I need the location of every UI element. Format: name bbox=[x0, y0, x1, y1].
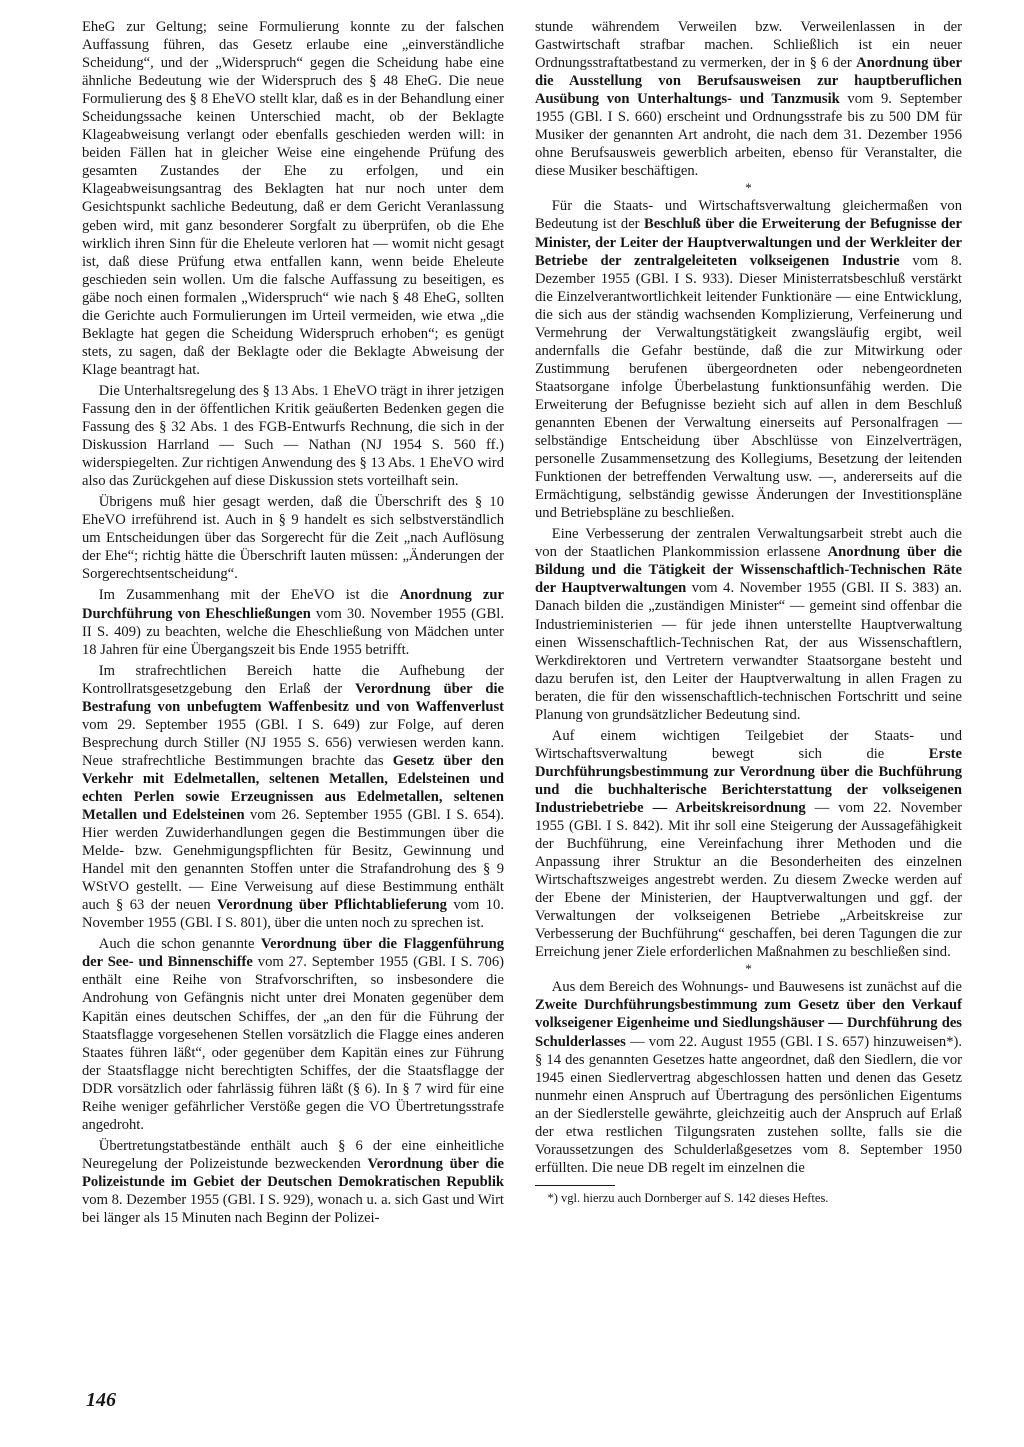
text-run: Eine Verbesserung der zentralen Verwaltungsarbeit strebt auch die von der Staatlichen Plankommission erlassene bbox=[535, 526, 962, 561]
text-run: stunde währendem Verweilen bzw. Verweilenlassen in der Gastwirtschaft strafbar machen. Schließlich ist ein neuer Ordnungsstraftatbestand zu vermerken, der in § 6 der bbox=[535, 19, 962, 72]
text-run: vom 8. Dezember 1955 (GBl. I S. 929), wonach u. a. sich Gast und Wirt bei länger als 15 Minuten nach Beginn der Polizei- bbox=[82, 1192, 504, 1227]
text-run: Auch die schon genannte bbox=[98, 936, 261, 953]
text-run: Im Zusammenhang mit der EheVO ist die bbox=[98, 587, 400, 604]
bold-citation: Verordnung über die Bestrafung von unbefugtem Waffenbesitz und von Waffenverlust bbox=[82, 680, 505, 715]
bold-citation: Erste Durchführungsbestimmung zur Verordnung über die Buchführung und die buchhalterische Berichterstattung der volkseigenen Industriebetriebe — Arbeitskreisordnung bbox=[535, 745, 962, 816]
section-divider: * bbox=[745, 180, 752, 196]
bold-citation: Anordnung über die Ausstellung von Berufsausweisen zur hauptberuflichen Ausübung von Unterhaltungs- und Tanzmusik bbox=[535, 55, 962, 108]
paragraph bbox=[82, 662, 504, 933]
bold-citation: Verordnung über die Polizeistunde im Gebiet der Deutschen Demokratischen Republik bbox=[82, 1155, 505, 1190]
paragraph bbox=[82, 493, 504, 583]
bold-citation: Zweite Durchführungsbestimmung zum Gesetz über den Verkauf volkseigener Eigenheime und Siedlungshäuser — Durchführung des Schulderlasses bbox=[535, 997, 962, 1050]
paragraph bbox=[82, 935, 504, 1134]
text-run: vom 29. September 1955 (GBl. I S. 649) zur Folge, auf deren Besprechung durch Stiller (NJ 1955 S. 656) verwiesen werden kann. Neue strafrechtliche Bestimmungen brachte das bbox=[82, 716, 504, 769]
bold-citation: Verordnung über Pflichtablieferung bbox=[217, 897, 447, 914]
text-run: Im strafrechtlichen Bereich hatte die Aufhebung der Kontrollratsgesetzgebung den Erlaß der bbox=[82, 662, 504, 697]
text-run: vom 9. September 1955 (GBl. I S. 660) erscheint und Ordnungsstrafe bis zu 500 DM für Musiker der genannten Art androht, die nach dem 31. Dezember 1956 ohne Berufsausweis gewerblich arbeiten, ebenso für Veranstalter, die diese Musiker beschäftigen. bbox=[535, 91, 963, 180]
paragraph bbox=[82, 586, 504, 658]
right-section-2 bbox=[535, 197, 962, 961]
section-divider: * bbox=[745, 961, 752, 977]
right-column bbox=[535, 18, 962, 1206]
text-run: vom 26. September 1955 (GBl. I S. 654). Hier werden Zuwiderhandlungen gegen die Bestimmungen über die Melde- bzw. Genehmigungspflichten für Besitz, Gewinnung und Handel mit den genannten Stoffen unter die Strafandrohung des § 9 WStVO gestellt. — Eine Verweisung auf diese Bestimmung enthält auch § 63 der neuen bbox=[82, 807, 504, 914]
text-run: Übertretungstatbestände enthält auch § 6 der eine einheitliche Neuregelung der Polizeistunde bezweckenden bbox=[82, 1137, 504, 1172]
paragraph bbox=[82, 18, 504, 379]
bold-citation: Anordnung über die Bildung und die Tätigkeit der Wissenschaftlich-Technischen Räte der Hauptverwaltungen bbox=[535, 544, 963, 597]
bold-citation: Beschluß über die Erweiterung der Befugnisse der Minister, der Leiter der Hauptverwaltungen und der Werkleiter der Betriebe der zentralgeleiteten volkseigenen Industrie bbox=[535, 216, 962, 269]
text-run: Die Unterhaltsregelung des § 13 Abs. 1 EheVO trägt in ihrer jetzigen Fassung den in der öffentlichen Kritik geäußerten Bedenken gegen die Fassung des § 32 Abs. 1 des FGB-Entwurfs Rechnung, die sich in der Diskussion Harrland — Such — Nathan (NJ 1954 S. 560 ff.) widerspiegelten. Zur richtigen Anwendung des § 13 Abs. 1 EheVO wird also das Zurückgehen auf diese Diskussion stets vorteilhaft sein. bbox=[82, 382, 504, 490]
text-run: Aus dem Bereich des Wohnungs- und Bauwesens ist zunächst auf die bbox=[551, 979, 962, 996]
bold-citation: Gesetz über den Verkehr mit Edelmetallen, seltenen Metallen, Edelsteinen und echten Perlen sowie Erzeugnissen aus Edelmetallen, seltenen Metallen und Edelsteinen bbox=[82, 752, 504, 824]
page-number: 146 bbox=[86, 1389, 116, 1411]
paragraph bbox=[82, 1137, 504, 1227]
paragraph bbox=[535, 197, 962, 522]
text-run: vom 8. Dezember 1955 (GBl. I S. 933). Dieser Ministerratsbeschluß verstärkt die Einzelverantwortlichkeit leitender Funktionäre — eine Entwicklung, die sich aus der ständig wachsenden Komplizierung, Verfeinerung und Vermehrung der Verwaltungstätigkeit zwangsläufig ergibt, weil andernfalls die Gefahr bestünde, daß die zur Mitwirkung oder Zustimmung berufenen übergeordneten oder nebengeordneten Staatsorgane infolge Überbelastung funktionsunfähig werden. Die Erweiterung der Befugnisse bezieht sich auf allen in dem Beschluß genannten Ebenen der Verwaltung einerseits auf Personalfragen — selbständige Entscheidung über Abschlüsse von Einzelverträgen, personelle Zusammensetzung des Kollegiums, Besetzung der leitenden Funktionen der betreffenden Verwaltung usw. —, andererseits auf die Ermächtigung, selbständig gewisse Änderungen der Investitionspläne und Betriebspläne zu beschließen. bbox=[535, 252, 962, 522]
text-run: — vom 22. November 1955 (GBl. I S. 842). Mit ihr soll eine Steigerung der Aussagefähigkeit der Buchführung, eine Vereinfachung ihrer Methoden und die Anpassung ihrer Struktur an die Besonderheiten des einzelnen Wirtschaftszweiges angestrebt werden. Zu diesem Zwecke werden auf der Ebene der Ministerien, der Hauptverwaltungen und ggf. der Verwaltungen der volkseigenen Betriebe „Arbeitskreise zur Verbesserung der Buchführung“ geschaffen, bei deren Tagungen die zur Erreichung jener Ziele erforderlichen Maßnahmen zu beschließen sind. bbox=[535, 799, 962, 961]
footnote-rule bbox=[535, 1185, 615, 1186]
paragraph bbox=[535, 727, 962, 962]
text-run: Übrigens muß hier gesagt werden, daß die Überschrift des § 10 EheVO irreführend ist. Auch in § 9 handelt es sich selbstverständlich um Entscheidungen über das Sorgerecht für die Zeit „nach Auflösung der Ehe“; richtig hätte die Überschrift lauten müssen: „Änderungen der Sorgerechtsentscheidung“. bbox=[82, 494, 504, 583]
bold-citation: Verordnung über die Flaggenführung der See- und Binnenschiffe bbox=[82, 936, 505, 971]
footnote: *) vgl. hierzu auch Dornberger auf S. 142 dieses Heftes. bbox=[547, 1190, 829, 1205]
paragraph bbox=[535, 525, 962, 724]
text-run: vom 27. September 1955 (GBl. I S. 706) enthält eine Reihe von Strafvorschriften, so insbesondere die Androhung von Gefängnis nicht unter drei Monaten gegenüber dem Kapitän eines deutschen Schiffes, der „an den für die Führung der Staatsflagge vorgesehenen Stellen vorsätzlich die Flagge eines anderen Staates führen läßt“, oder gegenüber dem Kapitän eines zur Führung der Staatsflagge nicht berechtigten Schiffes, der die Staatsflagge der DDR vorsätzlich oder fahrlässig führen läßt (§ 6). In § 7 wird für eine Reihe weniger gefährlicher Verstöße gegen die VO Übertretungsstrafe angedroht. bbox=[82, 954, 504, 1133]
text-run: vom 4. November 1955 (GBl. II S. 383) an. Danach bilden die „zuständigen Minister“ — gemeint sind offenbar die Industrieministerien — für jede ihnen unterstellte Hauptverwaltung einen Wissenschaftlich-Technischen Rat, der aus Wissenschaftlern, Werkdirektoren und Vertretern verwandter Staatsorgane besteht und dazu berufen ist, den Leiter der Hauptverwaltung in allen Fragen zu beraten, die für den wissenschaftlich-technischen Fortschritt und seine Planung von grundsätzlicher Bedeutung sind. bbox=[535, 580, 962, 723]
text-run: Für die Staats- und Wirtschaftsverwaltung gleichermaßen von Bedeutung ist der bbox=[535, 198, 962, 233]
right-section-1 bbox=[535, 18, 962, 180]
text-run: Auf einem wichtigen Teilgebiet der Staats- und Wirtschaftsverwaltung bewegt sich die bbox=[535, 727, 962, 762]
text-run: vom 30. November 1955 (GBl. II S. 409) zu beachten, welche die Eheschließung von Mädchen unter 18 Jahren für eine Übergangszeit bis Ende 1955 betrifft. bbox=[82, 605, 504, 658]
text-run: EheG zur Geltung; seine Formulierung konnte zu der falschen Auffassung führen, das Gesetz erlaube eine „einverständliche Scheidung“, und der „Widerspruch“ gegen die Scheidung habe eine ähnliche Bedeutung wie der Widerspruch des § 48 EheG. Die neue Formulierung des § 8 EheVO stellt klar, daß es in der Behandlung einer Scheidungssache keinen Unterschied macht, ob der Beklagte Klageabweisung verlangt oder ebenfalls geschieden werden will: in beiden Fällen hat in gleicher Weise eine eingehende Prüfung des gesamten Zustandes der Ehe zu erfolgen, und ein Klageabweisungsantrag des Beklagten hat nur noch unter dem Gesichtspunkt sachliche Bedeutung, daß er dem Gericht Veranlassung geben wird, mit ganz besonderer Sorgfalt zu überprüfen, ob die Ehe wirklich ihren Sinn für die Eheleute verloren hat — womit nicht gesagt ist, daß diese Prüfung etwa entfallen kann, wenn beide Eheleute geschieden sein wollen. Um die falsche Auffassung zu beseitigen, es gäbe noch einen formalen „Widerspruch“ wie nach § 48 EheG, sollten die Gerichte auch Formulierungen im Urteil vermeiden, wie etwa „die Beklagte hat gegen die Scheidung Widerspruch erhoben“; es genügt stets, zu sagen, daß der Beklagte oder die Beklagte Abweisung der Klage beantragt hat. bbox=[82, 19, 504, 378]
text-run: — vom 22. August 1955 (GBl. I S. 657) hinzuweisen*). § 14 des genannten Gesetzes hatte angeordnet, daß den Siedlern, die vor 1945 einen Siedlervertrag abgeschlossen hatten und denen das Gesetz nunmehr einen Anspruch auf Übertragung des persönlichen Eigentums an der Siedlerstelle gewährte, gleichzeitig auch der Anspruch auf Erlaß der etwa restlichen Tilgungsraten zustehen sollte, falls sie die Voraussetzungen des Schulderlaßgesetzes vom 8. September 1950 erfüllten. Die neue DB regelt im einzelnen die bbox=[535, 1033, 962, 1176]
left-column bbox=[82, 18, 504, 1227]
bold-citation: Anordnung zur Durchführung von Eheschließungen bbox=[82, 587, 504, 622]
paragraph bbox=[82, 382, 504, 490]
text-run: vom 10. November 1955 (GBl. I S. 801), über die unten noch zu sprechen ist. bbox=[82, 897, 504, 932]
paragraph bbox=[535, 18, 962, 180]
right-section-3 bbox=[535, 978, 962, 1177]
paragraph bbox=[535, 978, 962, 1177]
